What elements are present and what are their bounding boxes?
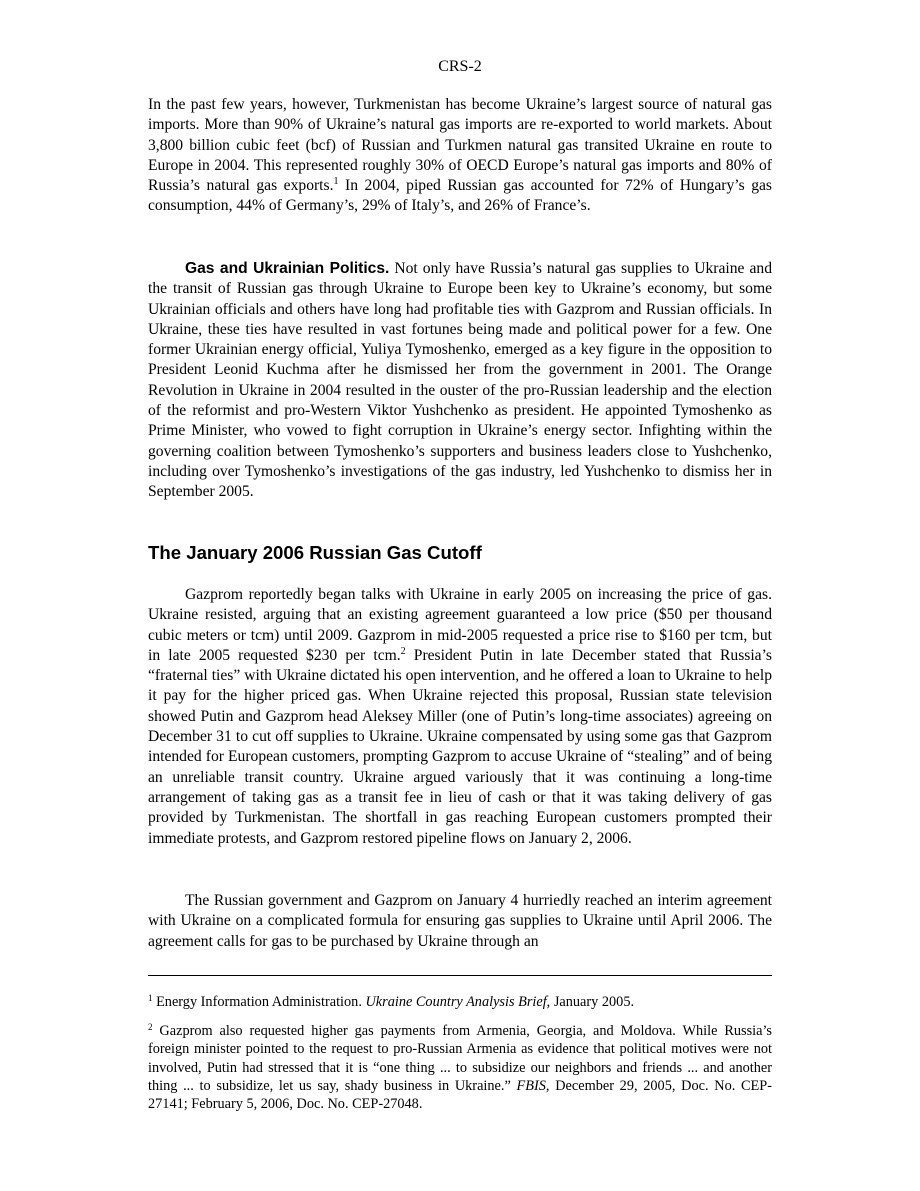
footnote-text: Energy Information Administration.	[152, 994, 366, 1010]
footnote-2	[148, 1022, 772, 1113]
section-heading: The January 2006 Russian Gas Cutoff	[148, 542, 482, 563]
footnote-ref-1[interactable]: 1	[333, 176, 339, 188]
footnote-1	[148, 993, 772, 1011]
paragraph-text: President Putin in late December stated that Russia’s “fraternal ties” with Ukraine dictated his open intervention, and he offered a loan to Ukraine to help it pay for the higher priced gas. When Ukraine rejected this proposal, Russian state television showed Putin and Gazprom head Aleksey Miller (one of Putin’s long-time associates) agreeing on December 31 to cut off supplies to Ukraine. Ukraine compensated by using some gas that Gazprom intended for European customers, prompting Gazprom to accuse Ukraine of “stealing” and of being an unreliable transit country. Ukraine argued variously that it was continuing a long-time arrangement of taking gas as a transit fee in lieu of cash or that it was taking delivery of gas provided by Turkmenistan. The shortfall in gas reaching European customers prompted their immediate protests, and Gazprom restored pipeline flows on January 2, 2006.	[148, 646, 772, 847]
footnote-text: , December 29, 2005, Doc. No. CEP-27141; February 5, 2006, Doc. No. CEP-27048.	[148, 1077, 773, 1113]
footnote-ref-2[interactable]: 2	[400, 645, 406, 657]
paragraph-text: In the past few years, however, Turkmenistan has become Ukraine’s largest source of natural gas imports. More than 90% of Ukraine’s natural gas imports are re-exported to world markets. About 3,800 billion cubic feet (bcf) of Russian and Turkmen natural gas transited Ukraine en route to Europe in 2004. This represented roughly 30% of OECD Europe’s natural gas imports and 80% of Russia’s natural gas exports.	[148, 96, 772, 195]
page-number: CRS-2	[438, 58, 482, 75]
footnote-source: FBIS	[516, 1077, 546, 1094]
paragraph-text: The Russian government and Gazprom on January 4 hurriedly reached an interim agreement with Ukraine on a complicated formula for ensuring gas supplies to Ukraine until April 2006. The agreement calls for gas to be purchased by Ukraine through an	[148, 892, 772, 950]
paragraph-turkmenistan-imports	[148, 95, 772, 217]
paragraph-gas-politics	[148, 259, 772, 503]
footnote-marker: 1	[148, 993, 153, 1003]
footnote-text: January 2005.	[550, 994, 635, 1010]
paragraph-text: Not only have Russia’s natural gas supplies to Ukraine and the transit of Russian gas through Ukraine to Europe been key to Ukraine’s economy, but some Ukrainian officials and others have long had profitable ties with Gazprom and Russian officials. In Ukraine, these ties have resulted in vast fortunes being made and political power for a few. One former Ukrainian energy official, Yuliya Tymoshenko, emerged as a key figure in the opposition to President Leonid Kuchma after he dismissed her from the government in 2001. The Orange Revolution in Ukraine in 2004 resulted in the ouster of the pro-Russian leadership and the election of the reformist and pro-Western Viktor Yushchenko as president. He appointed Tymoshenko as Prime Minister, who vowed to fight corruption in Ukraine’s energy sector. Infighting within the governing coalition between Tymoshenko’s supporters and business leaders close to Yushchenko, including over Tymoshenko’s investigations of the gas industry, led Yushchenko to dismiss her in September 2005.	[148, 260, 772, 501]
paragraph-text: Gazprom reportedly began talks with Ukraine in early 2005 on increasing the price of gas. Ukraine resisted, arguing that an existing agreement guaranteed a low price ($50 per thousand cubic meters or tcm) until 2009. Gazprom in mid-2005 requested a price rise to $160 per tcm, but in late 2005 requested $230 per tcm.	[148, 586, 772, 664]
paragraph-text: In 2004, piped Russian gas accounted for 72% of Hungary’s gas consumption, 44% of Germany’s, 29% of Italy’s, and 26% of France’s.	[148, 177, 772, 215]
footnote-divider	[148, 975, 772, 976]
footnote-text: Gazprom also requested higher gas payments from Armenia, Georgia, and Moldova. While Russia’s foreign minister pointed to the request to pro-Russian Armenia as evidence that political motives were not involved, Putin had stressed that it is “one thing ... to subsidize our neighbors and friends ... and another thing ... to subsidize, let us say, shady business in Ukraine.”	[148, 1023, 772, 1094]
footnote-title: Ukraine Country Analysis Brief,	[365, 994, 551, 1010]
paragraph-gazprom-talks	[148, 585, 772, 849]
paragraph-interim-agreement	[148, 891, 772, 952]
run-in-heading: Gas and Ukrainian Politics.	[185, 260, 390, 277]
footnote-marker: 2	[148, 1022, 153, 1032]
